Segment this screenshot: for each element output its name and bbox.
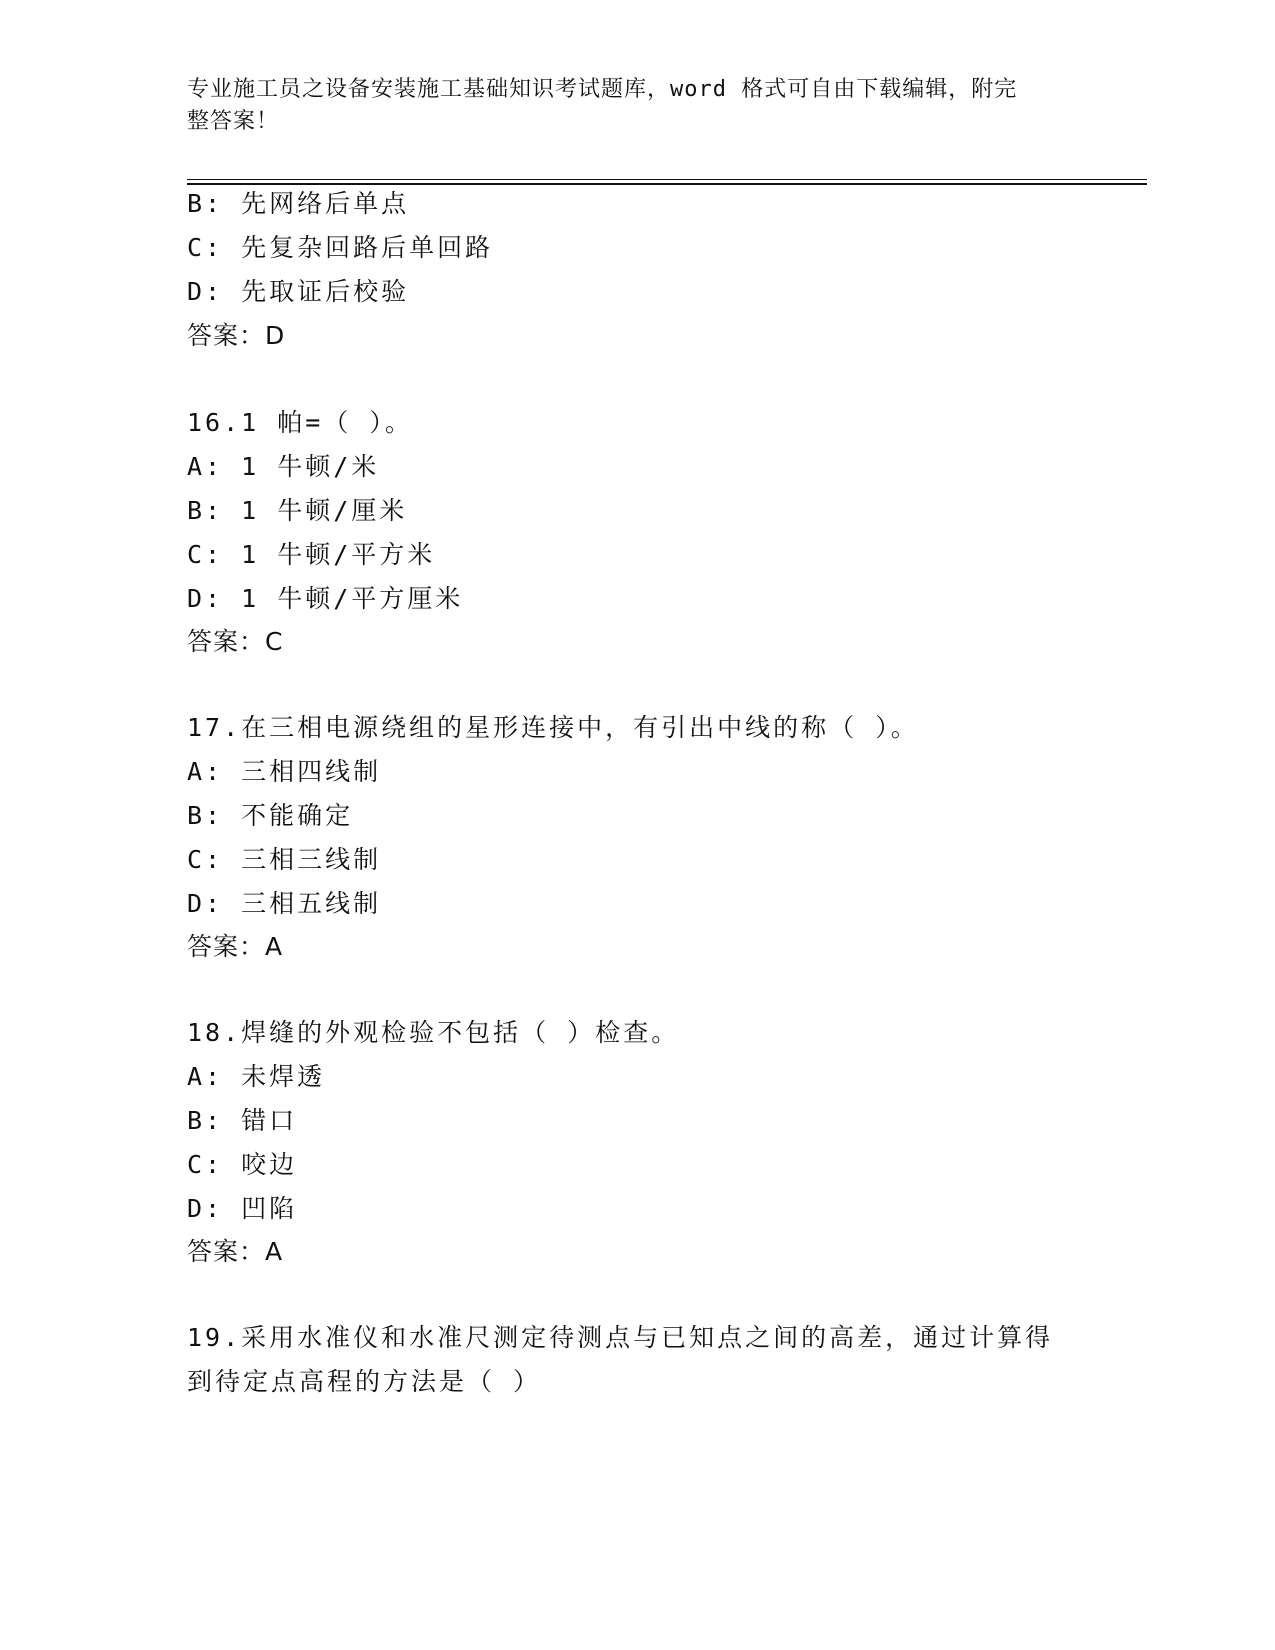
q19-stem-line-2: 到待定点高程的方法是（ ） xyxy=(187,1367,542,1396)
q17-option-d: D: 三相五线制 xyxy=(187,889,382,918)
q18-option-b: B: 错口 xyxy=(187,1106,298,1135)
q18-answer: 答案：A xyxy=(187,1237,284,1266)
q16-answer: 答案：C xyxy=(187,627,284,656)
q15-option-b: B: 先网络后单点 xyxy=(187,189,410,218)
q17-option-b: B: 不能确定 xyxy=(187,801,354,830)
header-title-line-1: 专业施工员之设备安装施工基础知识考试题库，word 格式可自由下载编辑，附完 xyxy=(187,77,1018,102)
q18-option-a: A: 未焊透 xyxy=(187,1062,326,1091)
q18-stem: 18.焊缝的外观检验不包括（ ）检查。 xyxy=(187,1018,680,1047)
q16-option-c: C: 1 牛顿/平方米 xyxy=(187,540,436,569)
q19-stem-line-1: 19.采用水准仪和水准尺测定待测点与已知点之间的高差，通过计算得 xyxy=(187,1323,1054,1352)
header-divider-top xyxy=(187,179,1147,180)
q17-option-c: C: 三相三线制 xyxy=(187,845,382,874)
q15-answer: 答案：D xyxy=(187,321,286,350)
q18-option-c: C: 咬边 xyxy=(187,1150,298,1179)
q16-option-a: A: 1 牛顿/米 xyxy=(187,452,380,481)
q16-stem: 16.1 帕=（ ）。 xyxy=(187,408,413,437)
q16-option-b: B: 1 牛顿/厘米 xyxy=(187,496,408,525)
document-header xyxy=(187,74,1087,138)
q17-answer: 答案：A xyxy=(187,932,284,961)
q15-option-c: C: 先复杂回路后单回路 xyxy=(187,233,494,262)
header-divider-bottom xyxy=(187,183,1147,185)
q15-option-d: D: 先取证后校验 xyxy=(187,277,410,306)
q18-option-d: D: 凹陷 xyxy=(187,1194,298,1223)
header-title-line-2: 整答案！ xyxy=(187,109,280,134)
q17-stem: 17.在三相电源绕组的星形连接中，有引出中线的称（ ）。 xyxy=(187,713,919,742)
q17-option-a: A: 三相四线制 xyxy=(187,757,382,786)
q16-option-d: D: 1 牛顿/平方厘米 xyxy=(187,584,464,613)
